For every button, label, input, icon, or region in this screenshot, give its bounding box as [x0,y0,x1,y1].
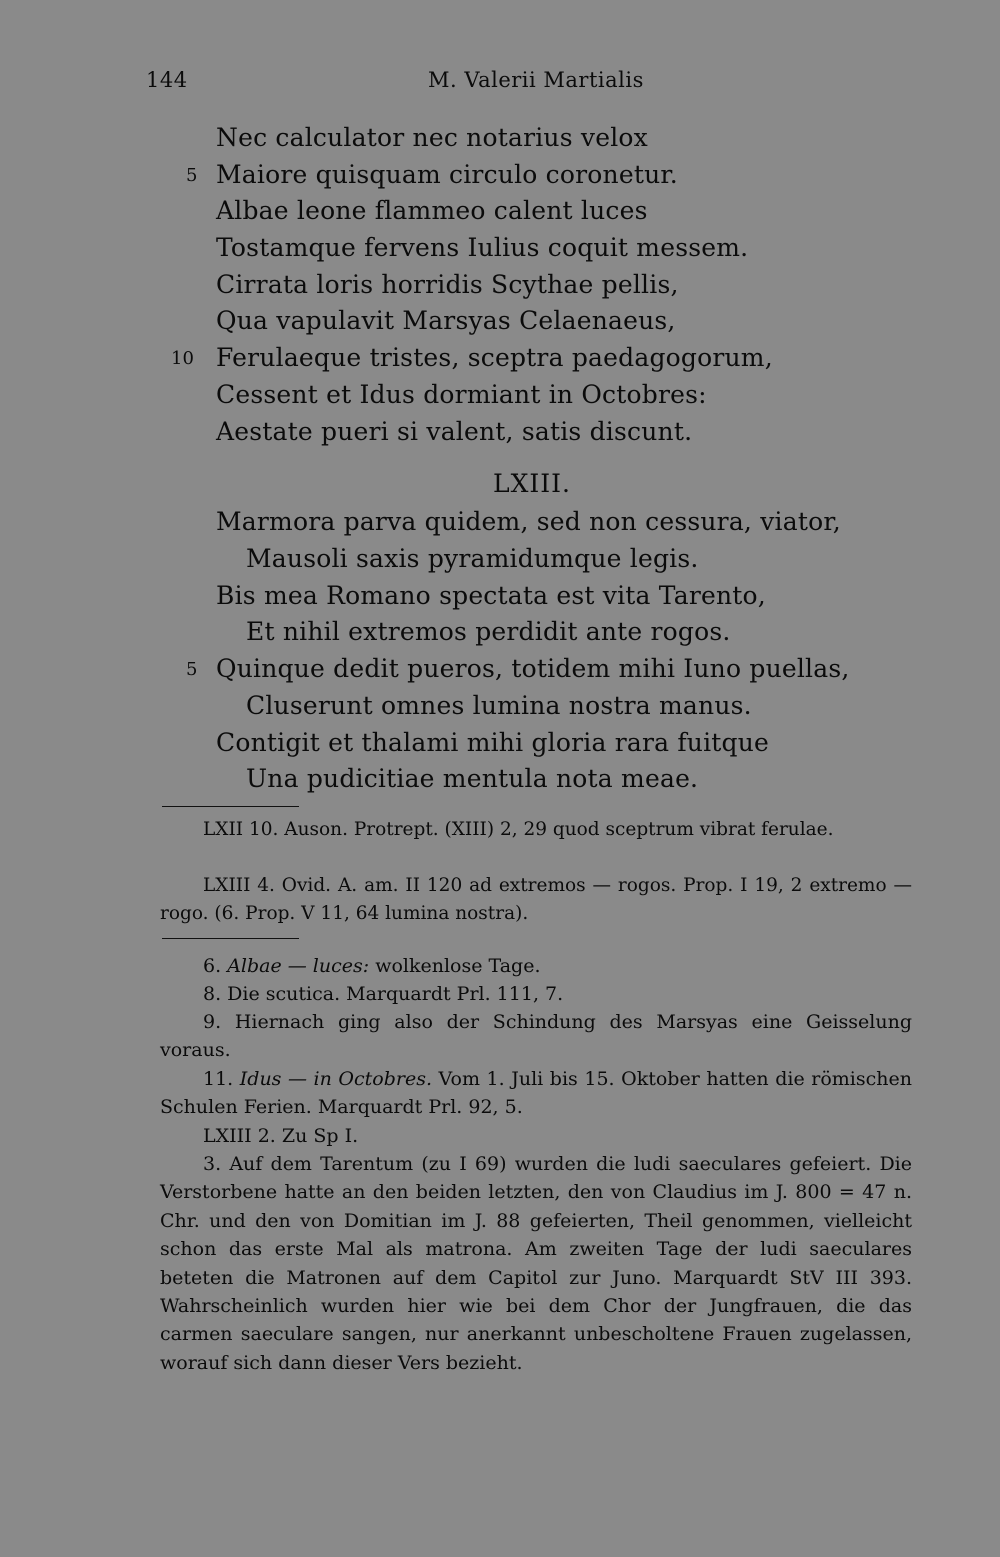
verse-line: Maiore quisquam circulo coronetur. [216,160,678,189]
section-divider [162,806,299,807]
commentary-note: 9. Hiernach ging also der Schindung des Marsyas eine Geisselung voraus. [160,1011,912,1062]
line-number: 5 [186,165,198,186]
verse-line: Qua vapulavit Marsyas Celaenaeus, [216,306,676,335]
verse-line: Contigit et thalami mihi gloria rara fuitque [216,728,770,757]
verse-line: Cessent et Idus dormiant in Octobres: [216,380,707,409]
verse-line: Albae leone flammeo calent luces [216,196,648,225]
apparatus-note: LXII 10. Auson. Protrept. (XIII) 2, 29 quod sceptrum vibrat ferulae. [203,819,834,840]
note-text: Vom 1. Juli bis 15. Oktober hatten die römischen Schulen Ferien. Marquardt Prl. 92, 5. [160,1068,912,1119]
note-text: wolkenlose Tage. [369,955,541,977]
verse-line: Et nihil extremos perdidit ante rogos. [246,617,731,646]
verse-line: Quinque dedit pueros, totidem mihi Iuno puellas, [216,654,850,683]
commentary-note: 3. Auf dem Tarentum (zu I 69) wurden die ludi saeculares gefeiert. Die Verstorbene hatte an den beiden letzten, den von Claudius im J. 800 = 47 n. Chr. und den von Domitian im J. 88 gefeierten, Theil genommen, vielleicht schon das erste Mal als matrona. Am zweiten Tage der ludi saeculares beteten die Matronen auf dem Capitol zur Juno. Marquardt StV III 393. Wahrscheinlich wurden hier wie bei dem Chor der Jungfrauen, die das carmen saeculare sangen, nur anerkannt unbescholtene Frauen zugelassen, worauf sich dann dieser Vers bezieht. [160,1153,912,1374]
apparatus-note: LXIII 4. Ovid. A. am. II 120 ad extremos — rogos. Prop. I 19, 2 extremo — rogo. (6. Prop. V 11, 64 lumina nostra). [160,875,912,924]
commentary-note [160,952,912,980]
verse-line: Bis mea Romano spectata est vita Tarento, [216,581,766,610]
verse-line: Marmora parva quidem, sed non cessura, viator, [216,507,841,536]
verse-line: Ferulaeque tristes, sceptra paedagogorum, [216,343,773,372]
poem-title: LXIII. [493,469,571,498]
running-title: M. Valerii Martialis [428,68,644,92]
note-number: 11. [203,1068,234,1090]
commentary-note [160,1065,912,1122]
verse-line: Tostamque fervens Iulius coquit messem. [216,233,749,262]
verse-line: Aestate pueri si valent, satis discunt. [216,417,693,446]
note-lemma: Albae — luces: [227,955,370,977]
section-divider [162,938,299,939]
verse-line: Mausoli saxis pyramidumque legis. [246,544,699,573]
line-number: 5 [186,659,198,680]
verse-line: Nec calculator nec notarius velox [216,123,648,152]
line-number: 10 [171,348,194,369]
verse-line: Cirrata loris horridis Scythae pellis, [216,270,679,299]
note-lemma: Idus — in Octobres. [239,1068,432,1090]
verse-line: Cluserunt omnes lumina nostra manus. [246,691,752,720]
note-number: 6. [203,955,222,977]
verse-line: Una pudicitiae mentula nota meae. [246,764,699,793]
commentary-note: 8. Die scutica. Marquardt Prl. 111, 7. [203,983,564,1005]
page-number: 144 [146,68,188,92]
commentary-note: LXIII 2. Zu Sp I. [203,1125,359,1147]
